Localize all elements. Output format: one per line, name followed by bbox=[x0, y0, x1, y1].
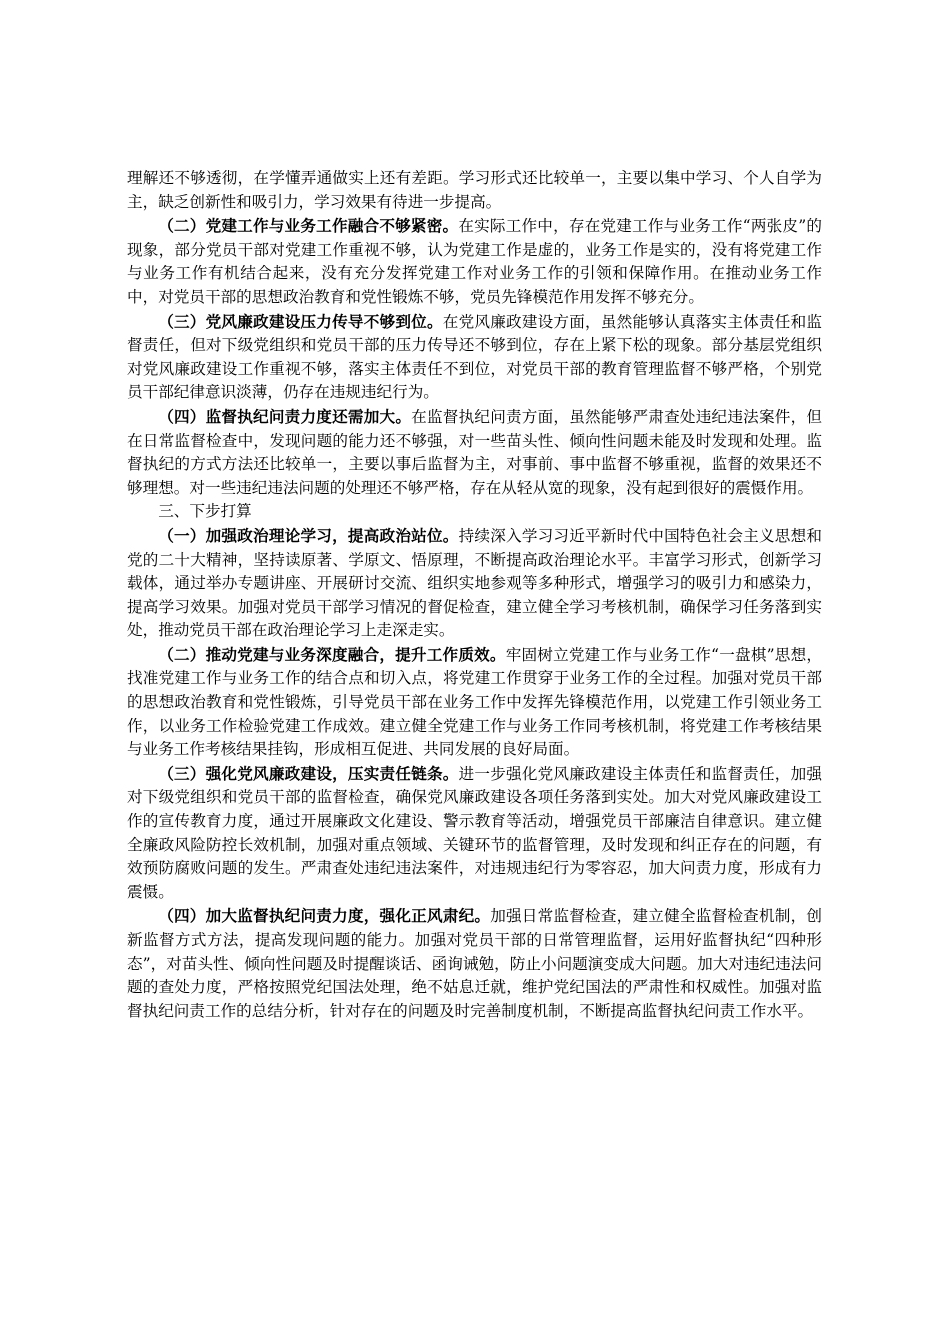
paragraph-plan-3 bbox=[127, 762, 822, 905]
section-heading-text: 三、下步打算 bbox=[158, 502, 252, 521]
paragraph-heading: （四）监督执纪问责力度还需加大。 bbox=[158, 406, 412, 426]
paragraph-text: 在监督执纪问责方面，虽然能够严肃查处违纪违法案件，但在日常监督检查中，发现问题的能力还不够强，对一些苗头性、倾向性问题未能及时发现和处理。监督执纪的方式方法还比较单一，主要以事后监督为主，对事前、事中监督不够重视，监督的效果还不够理想。对一些违纪违法问题的处理还不够严格，存在从轻从宽的现象，没有起到很好的震慑作用。 bbox=[127, 407, 822, 497]
paragraph-issue-4 bbox=[127, 405, 822, 500]
paragraph-heading: （一）加强政治理论学习，提高政治站位。 bbox=[158, 525, 459, 545]
document-body bbox=[127, 167, 822, 1023]
paragraph-text: 进一步强化党风廉政建设主体责任和监督责任，加强对下级党组织和党员干部的监督检查，确保党风廉政建设各项任务落到实处。加大对党风廉政建设工作的宣传教育力度，通过开展廉政文化建设、警示教育等活动，增强党员干部廉洁自律意识。建立健全廉政风险防控长效机制，加强对重点领域、关键环节的监督管理，及时发现和纠正存在的问题，有效预防腐败问题的发生。严肃查处违纪违法案件，对违规违纪行为零容忍，加大问责力度，形成有力震慑。 bbox=[127, 764, 822, 901]
paragraph-heading: （三）强化党风廉政建设，压实责任链条。 bbox=[158, 763, 459, 783]
paragraph-text: 加强日常监督检查，建立健全监督检查机制，创新监督方式方法，提高发现问题的能力。加强对党员干部的日常管理监督，运用好监督执纪“四种形态”，对苗头性、倾向性问题及时提醒谈话、函询诫勉，防止小问题演变成大问题。加大对违纪违法问题的查处力度，严格按照党纪国法处理，绝不姑息迁就，维护党纪国法的严肃性和权威性。加强对监督执纪问责工作的总结分析，针对存在的问题及时完善制度机制，不断提高监督执纪问责工作水平。 bbox=[127, 907, 822, 1020]
paragraph-plan-1 bbox=[127, 524, 822, 643]
paragraph-text: 在实际工作中，存在党建工作与业务工作“两张皮”的现象，部分党员干部对党建工作重视不够，认为党建工作是虚的，业务工作是实的，没有将党建工作与业务工作有机结合起来，没有充分发挥党建工作对业务工作的引领和保障作用。在推动业务工作中，对党员干部的思想政治教育和党性锻炼不够，党员先锋模范作用发挥不够充分。 bbox=[127, 217, 822, 306]
paragraph-heading: （三）党风廉政建设压力传导不够到位。 bbox=[158, 311, 443, 331]
paragraph-heading: （二）推动党建与业务深度融合，提升工作质效。 bbox=[158, 644, 506, 664]
section-heading-next-steps bbox=[127, 500, 822, 524]
paragraph-plan-4 bbox=[127, 904, 822, 1023]
paragraph-issue-3 bbox=[127, 310, 822, 405]
paragraph-heading: （四）加大监督执纪问责力度，强化正风肃纪。 bbox=[158, 906, 491, 926]
paragraph-issue-2 bbox=[127, 214, 822, 309]
paragraph-text: 理解还不够透彻，在学懂弄通做实上还有差距。学习形式还比较单一，主要以集中学习、个人自学为主，缺乏创新性和吸引力，学习效果有待进一步提高。 bbox=[127, 169, 822, 211]
paragraph-heading: （二）党建工作与业务工作融合不够紧密。 bbox=[158, 216, 459, 236]
paragraph-text: 持续深入学习习近平新时代中国特色社会主义思想和党的二十大精神，坚持读原著、学原文、悟原理，不断提高政治理论水平。丰富学习形式，创新学习载体，通过举办专题讲座、开展研讨交流、组织实地参观等多种形式，增强学习的吸引力和感染力，提高学习效果。加强对党员干部学习情况的督促检查，建立健全学习考核机制，确保学习任务落到实处，推动党员干部在政治理论学习上走深走实。 bbox=[127, 526, 822, 640]
paragraph-text: 牢固树立党建工作与业务工作“一盘棋”思想，找准党建工作与业务工作的结合点和切入点，将党建工作贯穿于业务工作的全过程。加强对党员干部的思想政治教育和党性锻炼，引导党员干部在业务工作中发挥先锋模范作用，以党建工作引领业务工作，以业务工作检验党建工作成效。建立健全党建工作与业务工作同考核机制，将党建工作考核结果与业务工作考核结果挂钩，形成相互促进、共同发展的良好局面。 bbox=[127, 645, 822, 759]
paragraph-text: 在党风廉政建设方面，虽然能够认真落实主体责任和监督责任，但对下级党组织和党员干部的压力传导还不够到位，存在上紧下松的现象。部分基层党组织对党风廉政建设工作重视不够，落实主体责任不到位，对党员干部的教育管理监督不够严格，个别党员干部纪律意识淡薄，仍存在违规违纪行为。 bbox=[127, 312, 822, 402]
paragraph-study-continued bbox=[127, 167, 822, 214]
paragraph-plan-2 bbox=[127, 643, 822, 762]
